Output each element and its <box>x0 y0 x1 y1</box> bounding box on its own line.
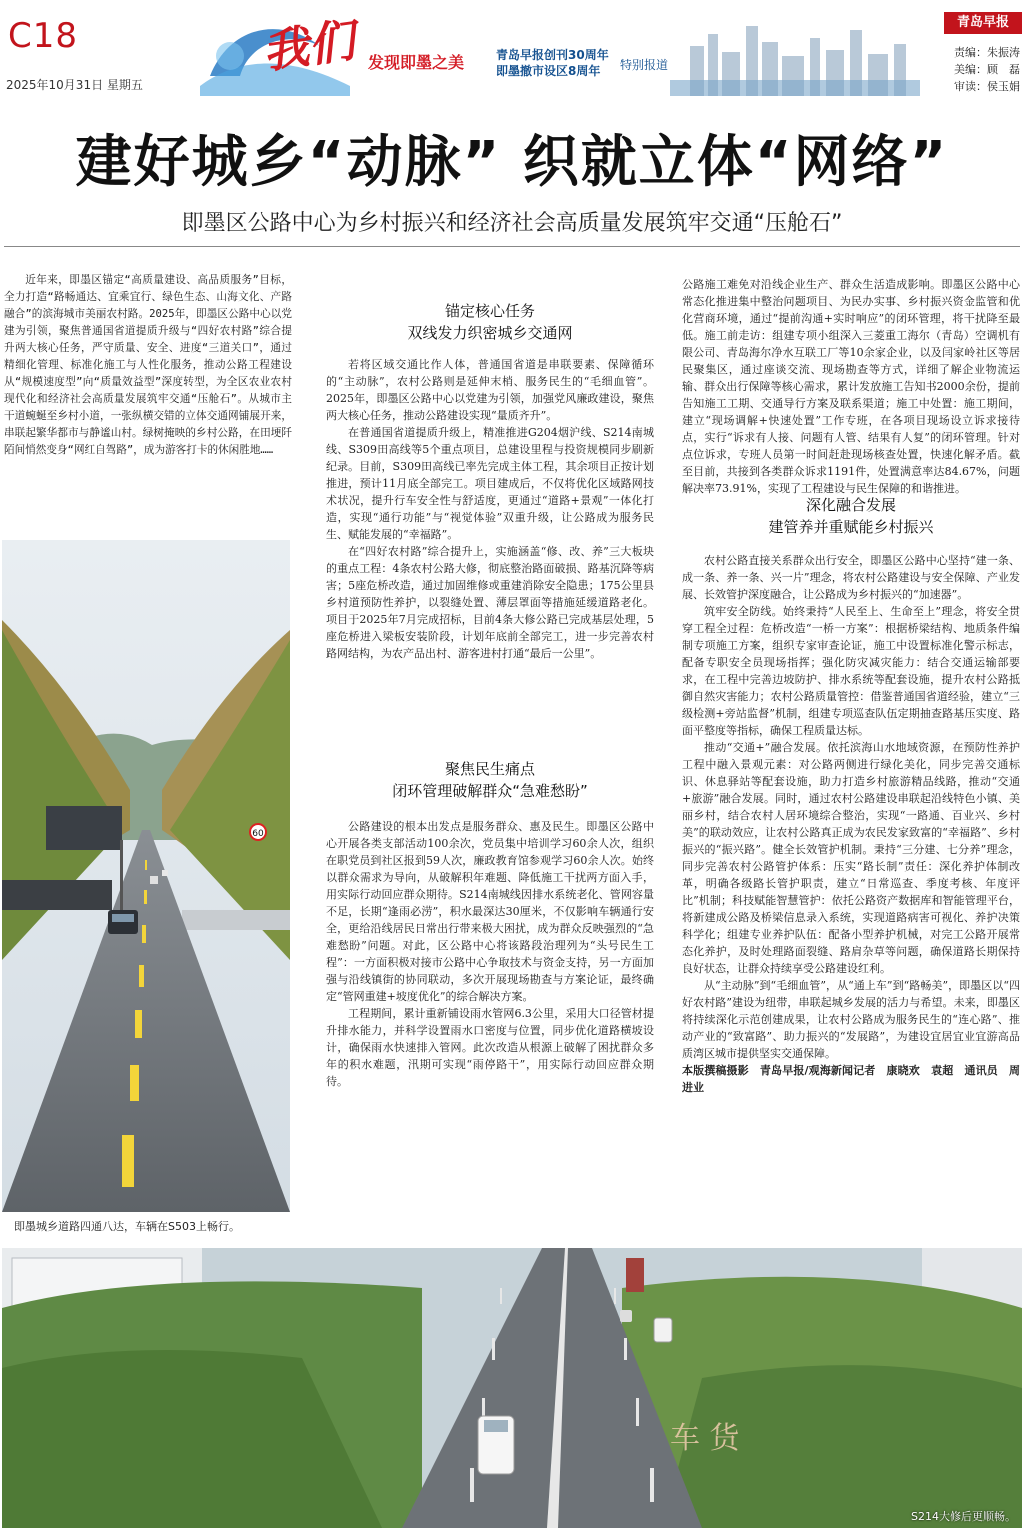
section-2-title-line1: 聚焦民生痛点 <box>444 760 535 778</box>
byline: 本版撰稿摄影 青岛早报/观海新闻记者 康晓欢 袁超 通讯员 周进业 <box>682 1064 1020 1094</box>
section-2-paragraph: 公路施工难免对沿线企业生产、群众生活造成影响。即墨区公路中心常态化推进集中整治问题项目、为民办实事、乡村振兴资金监管和优化营商环境，通过“提前沟通+实时响应”的闭环管理，将干扰降至最低。施工前走访：组建专项小组深入三菱重工海尔（青岛）空调机有限公司、青岛海尔净水互联工厂等10余家企业，以及闫家岭社区等居民聚集区，通过座谈交流、现场勘查等方式，详细了解企业物流运输、群众出行保障等核心需求，累计发放施工告知书2000余份，提前告知施工工期、交通导行方案及联系渠道；施工中处置：施工期间，建立“现场调解+快速处置”工作专班，在各项目现场设立诉求接待点，实行“诉求有人接、问题有人管、结果有人复”的闭环管理。针对点位诉求，专班人员第一时间赶赴现场核查处置，快速化解矛盾。截至目前，共接到各类群众诉求1191件，处置满意率达84.67%，问题解决率73.91%，实现了工程建设与民生保障的和谐推进。 <box>682 278 1020 495</box>
lead-paragraph <box>4 272 292 459</box>
credit-editor: 责编：朱振涛 <box>954 46 1020 59</box>
header-divider <box>4 246 1020 247</box>
section-1 <box>326 300 654 662</box>
section-2-title <box>326 758 654 802</box>
editor-credits <box>954 44 1020 95</box>
section-1-paragraph: 在“四好农村路”综合提升上，实施涵盖“修、改、养”三大板块的重点工程：4条农村公路大修，彻底整治路面破损、路基沉降等病害；5座危桥改造，通过加固维修或重建消除安全隐患；175公里县乡村道预防性养护，以裂缝处置、薄层罩面等措施延缓道路老化。项目于2025年7月完成招标，目前4条大修公路已完成基层处理，5座危桥进入梁板安装阶段，计划年底前全部完工，进一步完善农村路网结构，为农产品出村、游客进村打通“最后一公里”。 <box>326 545 654 660</box>
photo-s503-road <box>2 540 290 1212</box>
credit-designer: 美编：顾 磊 <box>954 63 1020 76</box>
section-2-continued <box>682 276 1020 495</box>
anniversary-line-2: 即墨撤市设区8周年 <box>496 64 601 78</box>
special-report-label: 特别报道 <box>620 58 669 72</box>
section-3-paragraph: 农村公路直接关系群众出行安全，即墨区公路中心坚持“建一条、成一条、养一条、兴一片”理念，将农村公路建设与安全保障、产业发展、长效管护深度融合，让公路成为乡村振兴的“加速器”。 <box>682 554 1020 601</box>
column-banner <box>200 6 910 102</box>
photo2-caption: S214大修后更顺畅。 <box>911 1510 1016 1523</box>
section-2-title-line2: 闭环管理破解群众“急难愁盼” <box>392 782 588 800</box>
section-3-title-line2: 建管养并重赋能乡村振兴 <box>768 518 934 536</box>
section-3-paragraph: 推动“交通+”融合发展。依托滨海山水地域资源，在预防性养护工程中融入景观元素：对公路两侧进行绿化美化，同步完善交通标识、休息驿站等配套设施，助力打造乡村旅游精品线路，推动“交通+旅游”融合发展。同时，通过农村公路建设串联起沿线特色小镇、美丽乡村，结合农村人居环境综合整治，实现“一路通、百业兴、乡村美”的联动效应，让农村公路真正成为农民发家致富的“幸福路”、乡村振兴的“振兴路”。健全长效管护机制。秉持“三分建、七分养”理念，同步完善农村公路管护体系：压实“路长制”责任：深化养护体制改革，明确各级路长管护职责，建立“日常巡查、季度考核、年度评比”机制；科技赋能智慧管护：依托公路资产数据库和智能管理平台，将新建成公路及桥梁信息录入系统，实现道路病害可视化、养护决策科学化；组建专业养护队伍：配备小型养护机械，对完工公路开展常态化养护，及时处理路面裂缝、路肩杂草等问题，确保道路长期保持良好状态，让群众持续享受公路建设红利。 <box>682 741 1020 975</box>
section-3-paragraph: 从“主动脉”到“毛细血管”，从“通上车”到“路畅美”，即墨区以“四好农村路”建设为纽带，串联起城乡发展的活力与希望。未来，即墨区将持续深化示范创建成果，让农村公路成为服务民生的“连心路”、推动产业的“致富路”、助力振兴的“发展路”，为建设宜居宜业宜游高品质湾区城市提供坚实交通保障。 <box>682 979 1020 1060</box>
speed-limit-sign: 60 <box>252 829 264 839</box>
anniversary-line-1: 青岛早报创刊30周年 <box>496 48 609 62</box>
credit-proofreader: 审读：侯玉娟 <box>954 80 1020 93</box>
headline: 建好城乡“动脉” 织就立体“网络” <box>75 130 949 195</box>
section-2-paragraph: 公路建设的根本出发点是服务群众、惠及民生。即墨区公路中心开展各类支部活动100余次，党员集中培训学习60余人次，组织在职党员到社区报到59人次，廉政教育馆参观学习60余人次。始终以群众需求为导向，从破解积年难题、降低施工干扰两方面入手，用实际行动回应群众期待。S214南城线因排水系统老化、管网容量不足，长期“逢雨必涝”，积水最深达30厘米，不仅影响车辆通行安全，更给沿线居民日常出行带来极大困扰，成为群众反映强烈的“急难愁盼”问题。对此，区公路中心将该路段治理列为“头号民生工程”：一方面积极对接市公路中心争取技术与资金支持，另一方面加强与沿线镇街的协同联动，多次开展现场勘查与方案论证，最终确定“管网重建+坡度优化”的综合解决方案。 <box>326 820 654 1003</box>
section-3-title <box>682 494 1020 538</box>
section-1-paragraph: 在普通国省道提质升级上，精准推进G204烟沪线、S214南城线、S309田高线等5个重点项目，总建设里程与投资规模同步刷新纪录。目前，S309田高线已率先完成主体工程，其余项目正按计划推进，预计11月底全部完工。项目建成后，不仅将优化区域路网技术状况，提升行车安全性与舒适度，更通过“道路+景观”一体化打造，实现“通行功能”与“视觉体验”双重升级，让公路成为服务民生、赋能发展的“幸福路”。 <box>326 426 654 541</box>
section-2 <box>326 758 654 1090</box>
newspaper-logo: 青岛早报 <box>944 12 1022 34</box>
photo-s214-road <box>2 1248 1022 1528</box>
section-2-paragraph: 工程期间，累计重新铺设雨水管网6.3公里，采用大口径管材提升排水能力，并科学设置雨水口密度与位置，同步优化道路横坡设计，确保雨水快速排入管网。此次改造从根源上破解了困扰群众多年的积水难题，汛期可实现“雨停路干”，用实际行动回应群众期待。 <box>326 1007 654 1088</box>
subheadline: 即墨区公路中心为乡村振兴和经济社会高质量发展筑牢交通“压舱石” <box>181 211 843 236</box>
road-marking-text: 车 货 <box>670 1421 740 1456</box>
section-1-title-line2: 双线发力织密城乡交通网 <box>407 324 573 342</box>
banner-slogan: 发现即墨之美 <box>368 53 465 72</box>
lead-text: 近年来，即墨区锚定“高质量建设、高品质服务”目标，全力打造“路畅通达、宜乘宜行、绿色生态、山海文化、产路融合”的滨海城市美丽农村路。2025年，即墨区公路中心以党建为引领，聚焦普通国省道提质升级与“四好农村路”综合提升两大核心任务，严守质量、安全、进度“三道关口”，通过精细化管理、标准化施工与人性化服务，推动公路工程建设从“规模速度型”向“质量效益型”深度转型，为全区农业农村现代化和经济社会高质量发展筑牢交通“压舱石”。从城市主干道蜿蜒至乡村小道，一张纵横交错的立体交通网铺展开来，串联起繁华都市与静谧山村。绿树掩映的乡村公路，在田埂阡陌间悄然变身“网红自驾路”，成为游客打卡的休闲胜地…… <box>4 274 292 456</box>
page-number: C18 <box>8 16 79 56</box>
issue-date: 2025年10月31日 星期五 <box>6 78 143 92</box>
photo1-caption: 即墨城乡道路四通八达，车辆在S503上畅行。 <box>14 1220 240 1233</box>
section-3 <box>682 494 1020 1096</box>
section-1-title <box>326 300 654 344</box>
section-3-title-line1: 深化融合发展 <box>805 496 896 514</box>
banner-calligraphy: 我们 <box>259 12 358 80</box>
section-1-paragraph: 若将区域交通比作人体，普通国省道是串联要素、保障循环的“主动脉”，农村公路则是延伸末梢、服务民生的“毛细血管”。2025年，即墨区公路中心以党建为引领，加强党风廉政建设，聚焦两大核心任务，推动公路建设实现“量质齐升”。 <box>326 358 654 422</box>
section-3-paragraph: 筑牢安全防线。始终秉持“人民至上、生命至上”理念，将安全贯穿工程全过程：危桥改造“一桥一方案”：根据桥梁结构、地质条件编制专项施工方案，组织专家审查论证，施工中设置标准化警示标志，配备专职安全员现场指挥；强化防灾减灾能力：结合交通运输部要求，在工程中完善边坡防护、排水系统等配套设施，提升农村公路抵御自然灾害能力；农村公路质量管控：借鉴普通国省道经验，建立“三级检测+旁站监督”机制，组建专项巡查队伍定期抽查路基压实度、路面平整度等指标，确保工程质量达标。 <box>682 605 1020 737</box>
section-1-title-line1: 锚定核心任务 <box>444 302 535 320</box>
aerial-road-illustration <box>2 1248 1022 1528</box>
road-perspective-illustration <box>2 540 290 1212</box>
city-skyline-graphic <box>670 16 920 96</box>
